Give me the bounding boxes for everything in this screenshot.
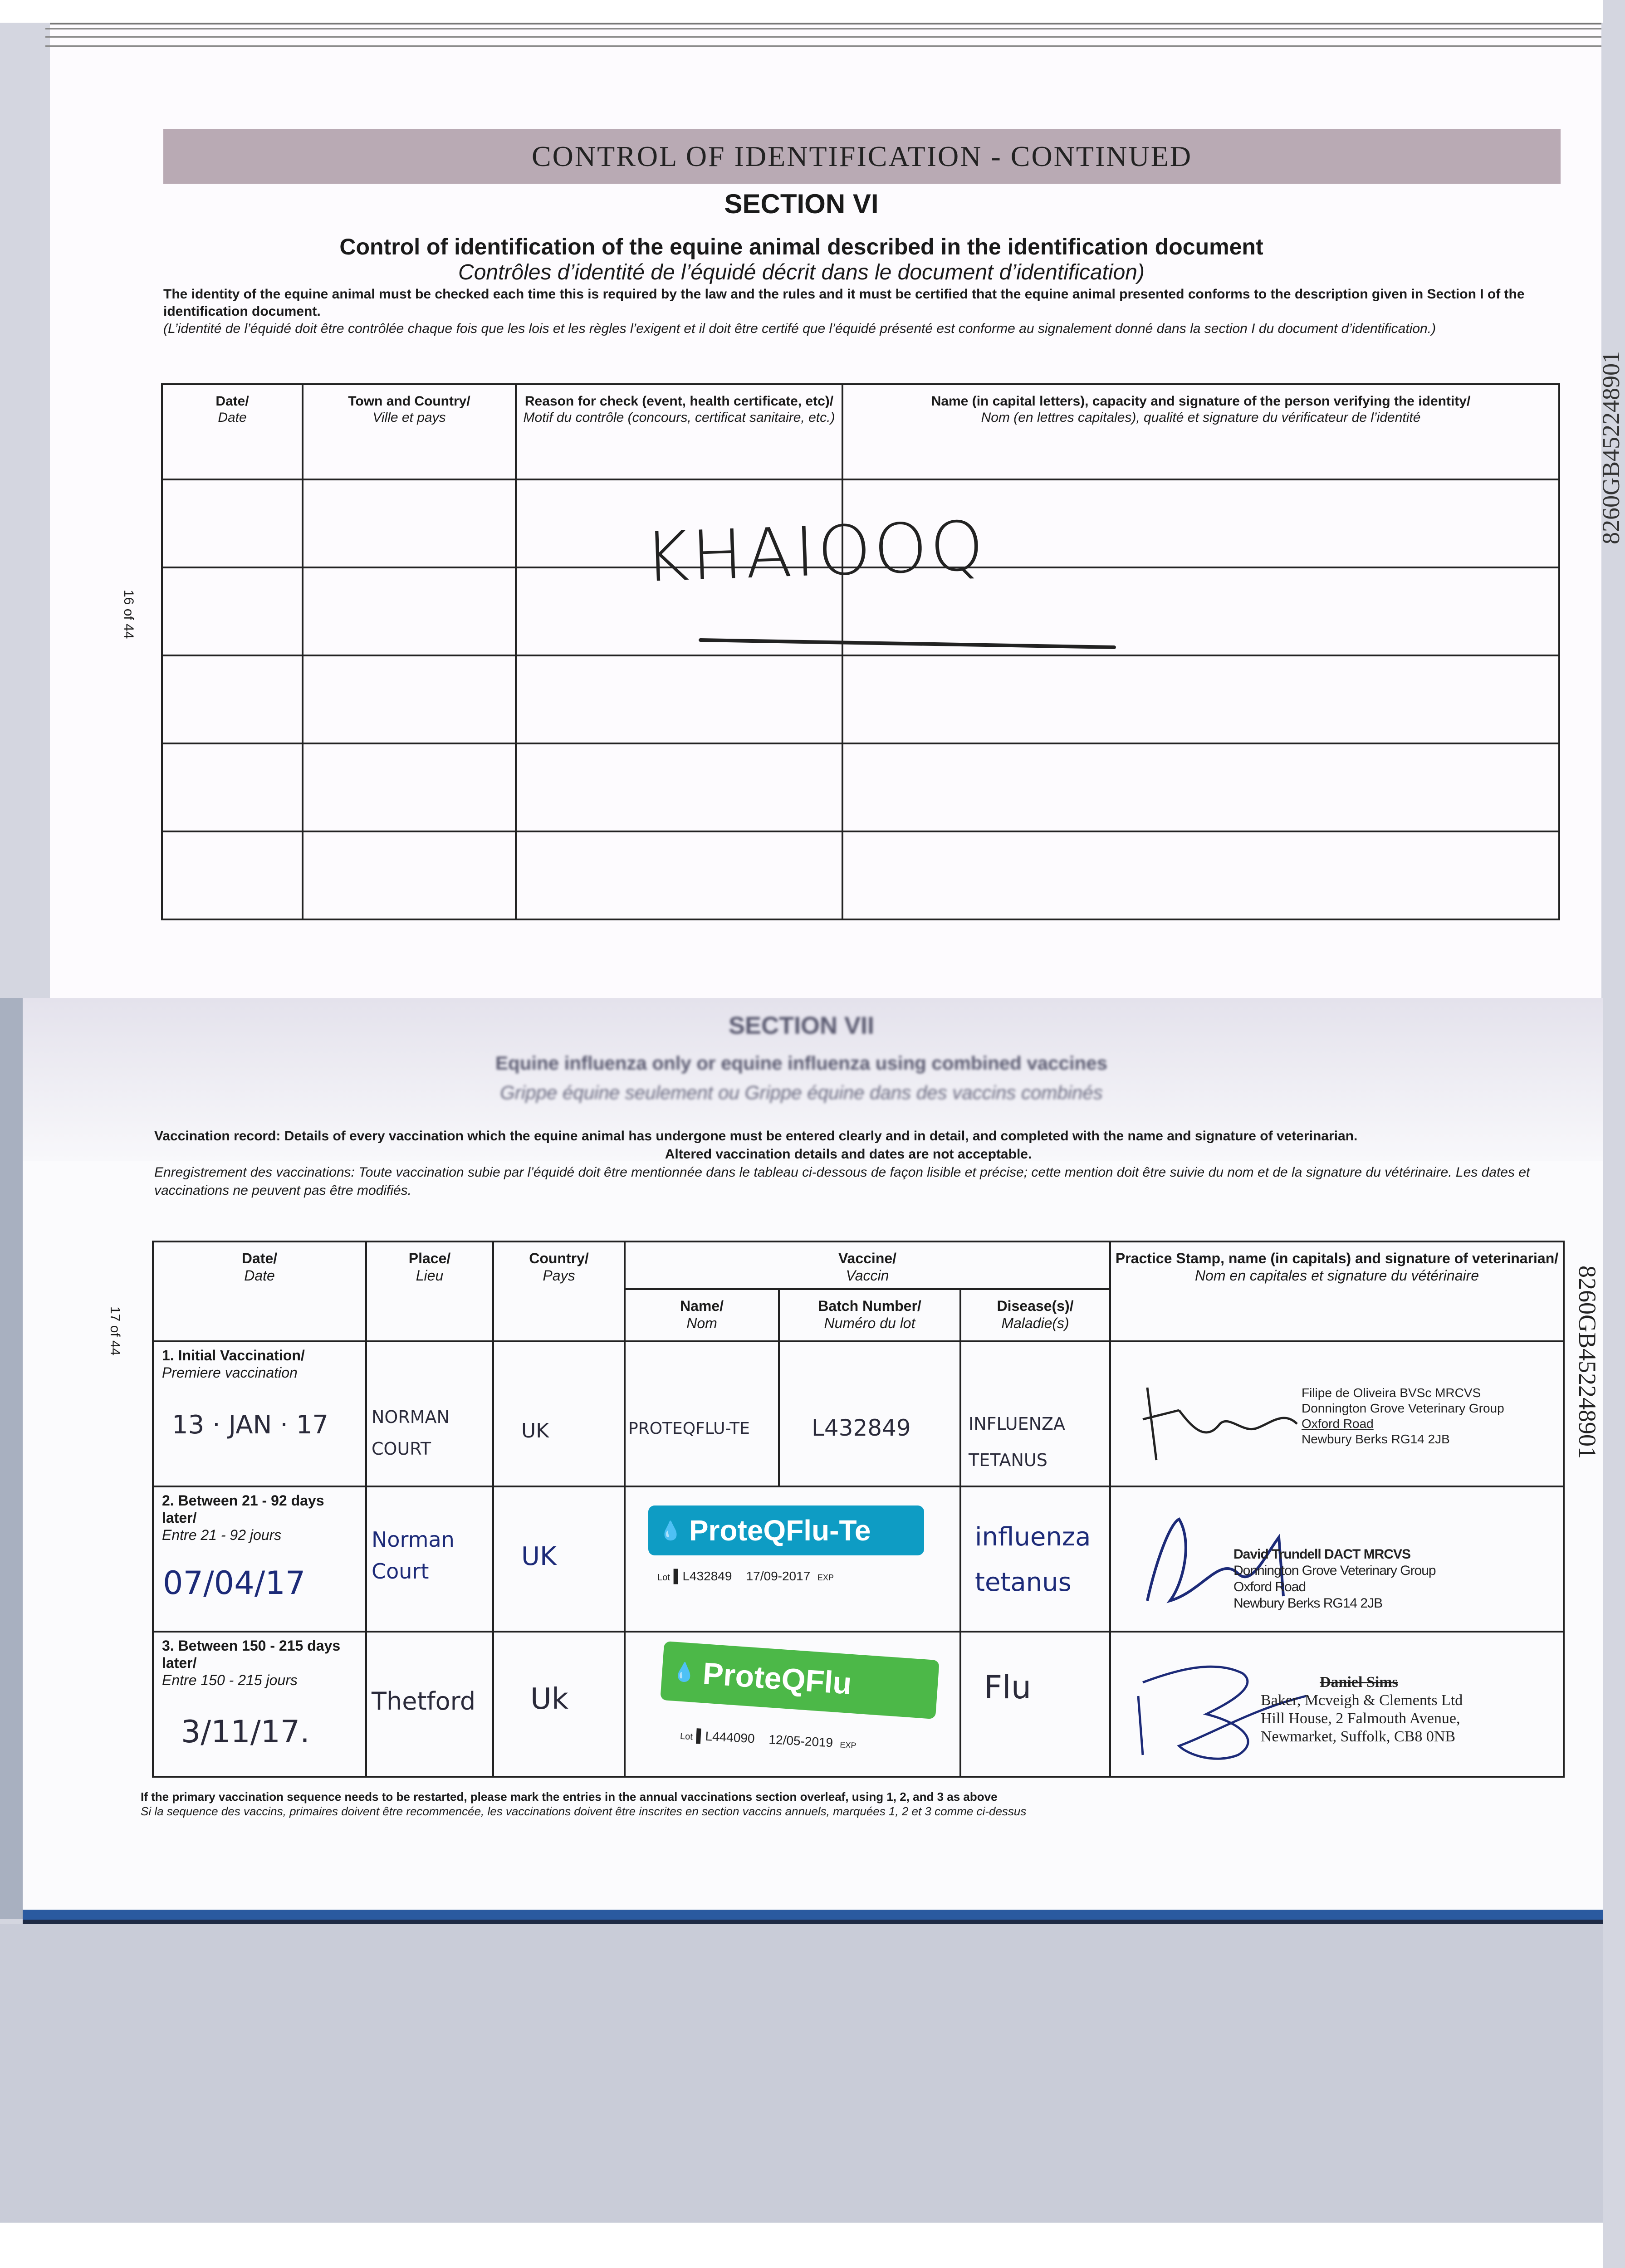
- identity-note-en: The identity of the equine animal must be checked each time this is required by the law and the rules and it must be certified that the equine animal presented conforms to the description given in Section I of the identification document.: [163, 287, 1525, 319]
- section-vii-subtitle: Equine influenza only or equine influenza using combined vaccines: [495, 1052, 1107, 1074]
- vaccination-note: [154, 1127, 1542, 1200]
- drop-icon: 💧: [659, 1520, 682, 1541]
- col-batch-number: Batch Number/ Numéro du lot: [779, 1289, 960, 1341]
- section-vii-title: SECTION VII: [728, 1012, 875, 1039]
- vaccine-name: PROTEQFLU-TE: [628, 1419, 750, 1438]
- col-verifier-name: Name (in capital letters), capacity and signature of the person verifying the identity/ Nom (en lettres capitales), qualité et signature du vérificateur de l’identité: [842, 384, 1559, 479]
- vaccination-date: 3/11/17.: [181, 1714, 310, 1750]
- vaccination-place: NORMAN COURT: [372, 1407, 450, 1459]
- sticker-lot: Lot ▌L444090 12/05-2019 EXP: [680, 1728, 857, 1750]
- booklet-edge-band: [23, 1920, 1603, 1924]
- vaccination-place: Norman Court: [372, 1527, 455, 1584]
- passport-reference: 8260GB452248901: [1574, 1266, 1601, 1459]
- vaccination-country: Uk: [530, 1682, 568, 1716]
- restart-footnote: [141, 1789, 1547, 1818]
- row-label: 3. Between 150 - 215 days later/ Entre 150 - 215 jours: [162, 1637, 341, 1688]
- page-number: 17 of 44: [108, 1306, 122, 1356]
- table-row: [162, 655, 1559, 743]
- table-row: [153, 1486, 1564, 1632]
- batch-number: L432849: [812, 1415, 911, 1441]
- scan-margin-bottom: [0, 2223, 1603, 2268]
- practice-stamp: David Trundell DACT MRCVS Donnington Grove Veterinary Group Oxford Road Newbury Berks RG14 2JB: [1233, 1547, 1436, 1611]
- handwritten-verifier-name: KHAIOOQ: [643, 506, 988, 598]
- identity-note: [163, 286, 1538, 337]
- scan-margin-top: [0, 0, 1603, 23]
- section-vi-subtitle: Control of identification of the equine animal described in the identification document: [339, 234, 1263, 259]
- disease: influenza tetanus: [975, 1522, 1091, 1597]
- sticker-lot: Lot ▌L432849 17/09-2017 EXP: [657, 1569, 834, 1583]
- vaccination-place: Thetford: [372, 1687, 476, 1716]
- table-row: [153, 1341, 1564, 1486]
- vaccination-country: UK: [521, 1419, 549, 1442]
- row-label: 2. Between 21 - 92 days later/ Entre 21 - 92 jours: [162, 1492, 324, 1543]
- practice-stamp: Filipe de Oliveira BVSc MRCVS Donnington Grove Veterinary Group Oxford Road Newbury Berks RG14 2JB: [1302, 1386, 1504, 1446]
- col-practice-stamp: Practice Stamp, name (in capitals) and signature of veterinarian/ Nom en capitales et signature du vétérinaire: [1110, 1242, 1564, 1341]
- sheet-edge: [45, 45, 1601, 47]
- sheet-edge: [45, 36, 1601, 38]
- page-number: 16 of 44: [121, 590, 136, 639]
- section-vi-title: SECTION VI: [724, 189, 879, 219]
- vaccination-note-en: Vaccination record: Details of every vaccination which the equine animal has undergone must be entered clearly and in detail, and completed with the name and signature of veterinarian.: [154, 1129, 1358, 1144]
- vaccination-note-warning: Altered vaccination details and dates are not acceptable.: [665, 1147, 1032, 1162]
- vaccine-sticker: [648, 1505, 924, 1555]
- col-vaccine-name: Name/ Nom: [625, 1289, 779, 1341]
- vaccination-note-fr: Enregistrement des vaccinations: Toute vaccination subie par l’équidé doit être mentionnée dans le tableau ci-dessous de façon lisible et précise; cette mention doit être suivie du nom et de la signature du vétérinaire. Les dates et vaccinations ne peuvent pas être modifiés.: [154, 1165, 1530, 1198]
- identity-check-table: [161, 383, 1560, 920]
- vaccination-date: 13 · JAN · 17: [172, 1410, 329, 1440]
- table-row: [162, 831, 1559, 919]
- col-date: Date/ Date: [153, 1242, 366, 1341]
- col-reason: Reason for check (event, health certificate, etc)/ Motif du contrôle (concours, certificat sanitaire, etc.): [516, 384, 842, 479]
- control-banner: [163, 129, 1561, 184]
- vaccination-date: 07/04/17: [163, 1564, 306, 1602]
- col-town-country: Town and Country/ Ville et pays: [303, 384, 516, 479]
- section-vi-subtitle-fr: Contrôles d’identité de l’équidé décrit dans le document d’identification): [458, 260, 1145, 284]
- col-disease: Disease(s)/ Maladie(s): [960, 1289, 1110, 1341]
- vaccination-country: UK: [521, 1542, 557, 1571]
- row-label: 1. Initial Vaccination/ Premiere vaccination: [162, 1347, 305, 1381]
- page-shadow: [0, 998, 23, 1919]
- table-row: [162, 743, 1559, 831]
- table-row: [153, 1632, 1564, 1777]
- restart-footnote-fr: Si la sequence des vaccins, primaires doivent être recommencée, les vaccinations doivent être inscrites en section vaccins annuels, marquées 1, 2 et 3 comme ci-dessus: [141, 1804, 1027, 1818]
- col-date: Date/ Date: [162, 384, 303, 479]
- vaccination-table: [152, 1241, 1565, 1778]
- vaccine-sticker: [660, 1641, 940, 1719]
- restart-footnote-en: If the primary vaccination sequence needs to be restarted, please mark the entries in the annual vaccinations section overleaf, using 1, 2, and 3 as above: [141, 1790, 998, 1804]
- drop-icon: 💧: [672, 1662, 696, 1683]
- vaccine-brand: ProteQFlu-Te: [689, 1514, 871, 1547]
- disease: INFLUENZA TETANUS: [969, 1414, 1066, 1470]
- disease: Flu: [984, 1669, 1032, 1706]
- sheet-edge: [45, 28, 1601, 29]
- scan-background: [0, 1924, 1603, 2268]
- col-country: Country/ Pays: [493, 1242, 625, 1341]
- control-banner-title: CONTROL OF IDENTIFICATION - CONTINUED: [531, 140, 1193, 172]
- col-vaccine: Vaccine/ Vaccin: [625, 1242, 1110, 1289]
- identity-note-fr: (L’identité de l’équidé doit être contrôlée chaque fois que les lois et les règles l’exigent et il doit être certifé que l’équidé présenté est conforme au signalement donné dans la section I du document d’identification.): [163, 321, 1436, 336]
- passport-reference: 8260GB452248901: [1597, 351, 1625, 544]
- col-place: Place/ Lieu: [366, 1242, 493, 1341]
- vaccine-brand: ProteQFlu: [701, 1656, 853, 1701]
- practice-stamp: Daniel Sims Baker, Mcveigh & Clements Ltd Hill House, 2 Falmouth Avenue, Newmarket, Suffolk, CB8 0NB: [1261, 1674, 1463, 1745]
- vet-signature: [1138, 1374, 1311, 1469]
- section-vii-subtitle-fr: Grippe équine seulement ou Grippe équine dans des vaccins combinés: [500, 1082, 1103, 1103]
- booklet-edge-band: [23, 1910, 1603, 1920]
